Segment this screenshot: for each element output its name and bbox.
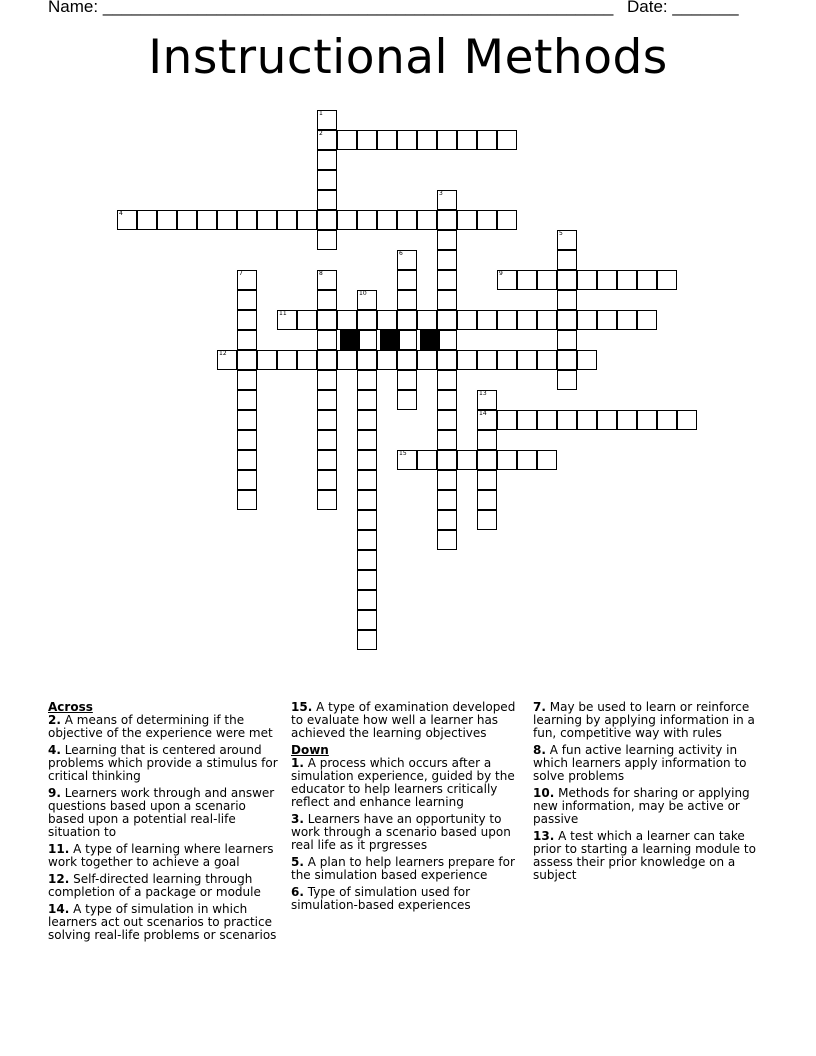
black-cell <box>420 330 440 350</box>
clue-number-14: 14 <box>479 410 487 417</box>
grid-cell[interactable] <box>477 490 497 510</box>
grid-cell[interactable] <box>237 270 257 290</box>
clue-number: 3. <box>291 812 304 826</box>
clue-number: 12. <box>48 872 70 886</box>
clue-text: Methods for sharing or applying new information, may be active or passive <box>533 786 750 826</box>
grid-cell[interactable] <box>317 370 337 390</box>
grid-cell[interactable] <box>557 330 577 350</box>
clue-text: A type of simulation in which learners act out scenarios to practice solving real-life problems or scenarios <box>48 902 277 942</box>
grid-cell[interactable] <box>417 350 437 370</box>
grid-cell[interactable] <box>437 210 457 230</box>
clue-number: 1. <box>291 756 304 770</box>
grid-cell[interactable] <box>397 290 417 310</box>
clue-number: 7. <box>533 700 546 714</box>
grid-cell[interactable] <box>237 450 257 470</box>
grid-cell[interactable] <box>437 330 457 350</box>
grid-cell[interactable] <box>377 350 397 370</box>
grid-cell[interactable] <box>357 330 377 350</box>
grid-cell[interactable] <box>557 410 577 430</box>
grid-cell[interactable] <box>637 310 657 330</box>
grid-cell[interactable] <box>377 210 397 230</box>
clue-item <box>48 787 282 839</box>
clue-number-10: 10 <box>359 290 367 297</box>
clue-item <box>291 813 525 852</box>
grid-cell[interactable] <box>317 430 337 450</box>
grid-cell[interactable] <box>477 470 497 490</box>
grid-cell[interactable] <box>497 310 517 330</box>
clue-number: 5. <box>291 855 304 869</box>
grid-cell[interactable] <box>237 210 257 230</box>
grid-cell[interactable] <box>357 570 377 590</box>
grid-cell[interactable] <box>317 350 337 370</box>
clue-item <box>533 701 767 740</box>
clue-number: 4. <box>48 743 61 757</box>
grid-cell[interactable] <box>297 310 317 330</box>
grid-cell[interactable] <box>437 470 457 490</box>
grid-cell[interactable] <box>317 330 337 350</box>
grid-cell[interactable] <box>437 450 457 470</box>
clue-text: A fun active learning activity in which learners apply information to solve problems <box>533 743 747 783</box>
grid-cell[interactable] <box>497 450 517 470</box>
grid-cell[interactable] <box>437 530 457 550</box>
clue-text: Learners work through and answer questions based upon a scenario based upon a potential real-life situation to <box>48 786 275 839</box>
grid-cell[interactable] <box>237 390 257 410</box>
clue-number-2: 2 <box>319 130 323 137</box>
grid-cell[interactable] <box>397 370 417 390</box>
clue-number-7: 7 <box>239 270 243 277</box>
clue-text: Type of simulation used for simulation-based experiences <box>291 885 471 912</box>
grid-cell[interactable] <box>277 310 297 330</box>
grid-cell[interactable] <box>437 490 457 510</box>
down-heading: Down <box>291 743 329 757</box>
grid-cell[interactable] <box>557 270 577 290</box>
grid-cell[interactable] <box>517 410 537 430</box>
clue-text: Self-directed learning through completion of a package or module <box>48 872 261 899</box>
clue-number-4: 4 <box>119 210 123 217</box>
grid-cell[interactable] <box>237 490 257 510</box>
grid-cell[interactable] <box>357 610 377 630</box>
grid-cell[interactable] <box>577 310 597 330</box>
grid-cell[interactable] <box>537 350 557 370</box>
grid-cell[interactable] <box>417 130 437 150</box>
black-cell <box>340 330 360 350</box>
clue-item <box>48 903 282 942</box>
clue-item <box>291 757 525 809</box>
grid-cell[interactable] <box>237 430 257 450</box>
grid-cell[interactable] <box>497 270 517 290</box>
grid-cell[interactable] <box>497 210 517 230</box>
grid-cell[interactable] <box>517 270 537 290</box>
grid-cell[interactable] <box>237 290 257 310</box>
grid-cell[interactable] <box>497 350 517 370</box>
grid-cell[interactable] <box>477 210 497 230</box>
clue-number-11: 11 <box>279 310 287 317</box>
across-heading: Across <box>48 700 93 714</box>
grid-cell[interactable] <box>337 130 357 150</box>
grid-cell[interactable] <box>317 310 337 330</box>
clue-text: A process which occurs after a simulation experience, guided by the educator to help learners critically reflect and enhance learning <box>291 756 515 809</box>
grid-cell[interactable] <box>437 230 457 250</box>
name-label: Name: <box>48 0 99 16</box>
grid-cell[interactable] <box>377 130 397 150</box>
grid-cell[interactable] <box>557 350 577 370</box>
grid-cell[interactable] <box>477 450 497 470</box>
clue-number: 6. <box>291 885 304 899</box>
clue-text: May be used to learn or reinforce learning by applying information in a fun, competitive way with rules <box>533 700 755 740</box>
clue-text: Learners have an opportunity to work through a scenario based upon real life as it prgresses <box>291 812 511 852</box>
grid-cell[interactable] <box>357 130 377 150</box>
grid-cell[interactable] <box>657 410 677 430</box>
clue-item <box>291 701 525 740</box>
grid-cell[interactable] <box>157 210 177 230</box>
grid-cell[interactable] <box>317 210 337 230</box>
clue-item <box>48 873 282 899</box>
grid-cell[interactable] <box>637 410 657 430</box>
grid-cell[interactable] <box>237 310 257 330</box>
clue-number: 8. <box>533 743 546 757</box>
grid-cell[interactable] <box>517 350 537 370</box>
grid-cell[interactable] <box>657 270 677 290</box>
grid-cell[interactable] <box>437 510 457 530</box>
grid-cell[interactable] <box>357 490 377 510</box>
grid-cell[interactable] <box>357 370 377 390</box>
clue-number: 2. <box>48 713 61 727</box>
grid-cell[interactable] <box>397 330 417 350</box>
grid-cell[interactable] <box>457 350 477 370</box>
grid-cell[interactable] <box>357 410 377 430</box>
grid-cell[interactable] <box>437 290 457 310</box>
date-label: Date: <box>627 0 668 16</box>
clue-number: 13. <box>533 829 555 843</box>
grid-cell[interactable] <box>417 210 437 230</box>
grid-cell[interactable] <box>457 450 477 470</box>
grid-cell[interactable] <box>437 370 457 390</box>
grid-cell[interactable] <box>237 370 257 390</box>
grid-cell[interactable] <box>517 450 537 470</box>
clue-number-5: 5 <box>559 230 563 237</box>
clue-number-1: 1 <box>319 110 323 117</box>
clue-number: 10. <box>533 786 555 800</box>
grid-cell[interactable] <box>217 210 237 230</box>
grid-cell[interactable] <box>437 190 457 210</box>
grid-cell[interactable] <box>557 230 577 250</box>
grid-cell[interactable] <box>417 450 437 470</box>
grid-cell[interactable] <box>317 390 337 410</box>
grid-cell[interactable] <box>197 210 217 230</box>
grid-cell[interactable] <box>557 290 577 310</box>
grid-cell[interactable] <box>557 370 577 390</box>
grid-cell[interactable] <box>357 590 377 610</box>
grid-cell[interactable] <box>437 270 457 290</box>
grid-cell[interactable] <box>437 250 457 270</box>
grid-cell[interactable] <box>437 390 457 410</box>
grid-cell[interactable] <box>397 350 417 370</box>
grid-cell[interactable] <box>477 130 497 150</box>
grid-cell[interactable] <box>577 350 597 370</box>
grid-cell[interactable] <box>397 390 417 410</box>
clue-number-12: 12 <box>219 350 227 357</box>
clue-number: 11. <box>48 842 70 856</box>
grid-cell[interactable] <box>237 350 257 370</box>
grid-cell[interactable] <box>437 130 457 150</box>
grid-cell[interactable] <box>317 470 337 490</box>
grid-cell[interactable] <box>317 130 337 150</box>
grid-cell[interactable] <box>497 410 517 430</box>
clue-item <box>291 886 525 912</box>
grid-cell[interactable] <box>357 450 377 470</box>
grid-cell[interactable] <box>617 410 637 430</box>
grid-cell[interactable] <box>237 410 257 430</box>
grid-cell[interactable] <box>357 630 377 650</box>
grid-cell[interactable] <box>597 310 617 330</box>
grid-cell[interactable] <box>577 270 597 290</box>
grid-cell[interactable] <box>497 130 517 150</box>
grid-cell[interactable] <box>257 350 277 370</box>
grid-cell[interactable] <box>477 390 497 410</box>
grid-cell[interactable] <box>357 350 377 370</box>
grid-cell[interactable] <box>397 210 417 230</box>
grid-cell[interactable] <box>317 230 337 250</box>
grid-cell[interactable] <box>317 110 337 130</box>
grid-cell[interactable] <box>617 310 637 330</box>
clues-column-1 <box>48 701 282 946</box>
grid-cell[interactable] <box>397 270 417 290</box>
grid-cell[interactable] <box>357 430 377 450</box>
grid-cell[interactable] <box>477 310 497 330</box>
grid-cell[interactable] <box>537 270 557 290</box>
grid-cell[interactable] <box>317 150 337 170</box>
clue-text: A type of examination developed to evaluate how well a learner has achieved the learning objectives <box>291 700 516 740</box>
grid-cell[interactable] <box>297 210 317 230</box>
grid-cell[interactable] <box>397 310 417 330</box>
grid-cell[interactable] <box>537 410 557 430</box>
grid-cell[interactable] <box>437 310 457 330</box>
clue-number-9: 9 <box>499 270 503 277</box>
grid-cell[interactable] <box>437 410 457 430</box>
grid-cell[interactable] <box>237 330 257 350</box>
grid-cell[interactable] <box>357 310 377 330</box>
grid-cell[interactable] <box>417 310 437 330</box>
clue-number: 15. <box>291 700 313 714</box>
grid-cell[interactable] <box>357 210 377 230</box>
clue-number-6: 6 <box>399 250 403 257</box>
grid-cell[interactable] <box>317 450 337 470</box>
grid-cell[interactable] <box>237 470 257 490</box>
grid-cell[interactable] <box>517 310 537 330</box>
grid-cell[interactable] <box>317 270 337 290</box>
grid-cell[interactable] <box>397 130 417 150</box>
clue-number-15: 15 <box>399 450 407 457</box>
grid-cell[interactable] <box>317 290 337 310</box>
grid-cell[interactable] <box>357 470 377 490</box>
grid-cell[interactable] <box>437 350 457 370</box>
clue-text: A means of determining if the objective of the experience were met <box>48 713 273 740</box>
grid-cell[interactable] <box>317 490 337 510</box>
grid-cell[interactable] <box>457 130 477 150</box>
name-blank[interactable]: ______________________________________________________ <box>102 0 614 16</box>
clue-item <box>533 830 767 882</box>
grid-cell[interactable] <box>357 390 377 410</box>
clues-column-2 <box>291 701 525 916</box>
clue-text: Learning that is centered around problems which provide a stimulus for critical thinking <box>48 743 278 783</box>
grid-cell[interactable] <box>477 510 497 530</box>
clue-number: 9. <box>48 786 61 800</box>
grid-cell[interactable] <box>317 410 337 430</box>
grid-cell[interactable] <box>357 550 377 570</box>
grid-cell[interactable] <box>337 210 357 230</box>
clue-text: A type of learning where learners work together to achieve a goal <box>48 842 274 869</box>
grid-cell[interactable] <box>277 350 297 370</box>
grid-cell[interactable] <box>117 210 137 230</box>
grid-cell[interactable] <box>137 210 157 230</box>
grid-cell[interactable] <box>537 450 557 470</box>
grid-cell[interactable] <box>597 410 617 430</box>
grid-cell[interactable] <box>457 310 477 330</box>
grid-cell[interactable] <box>537 310 557 330</box>
grid-cell[interactable] <box>397 450 417 470</box>
clue-item <box>48 714 282 740</box>
grid-cell[interactable] <box>557 250 577 270</box>
clue-number-13: 13 <box>479 390 487 397</box>
grid-cell[interactable] <box>317 170 337 190</box>
grid-cell[interactable] <box>477 350 497 370</box>
grid-cell[interactable] <box>617 270 637 290</box>
grid-cell[interactable] <box>357 530 377 550</box>
clue-text: A test which a learner can take prior to starting a learning module to assess their prior knowledge on a subject <box>533 829 756 882</box>
grid-cell[interactable] <box>257 210 277 230</box>
clues-column-3 <box>533 701 767 886</box>
clue-item <box>533 744 767 783</box>
grid-cell[interactable] <box>577 410 597 430</box>
clue-text: A plan to help learners prepare for the simulation based experience <box>291 855 515 882</box>
grid-cell[interactable] <box>637 270 657 290</box>
black-cell <box>380 330 400 350</box>
grid-cell[interactable] <box>677 410 697 430</box>
clue-item <box>48 843 282 869</box>
grid-cell[interactable] <box>437 430 457 450</box>
grid-cell[interactable] <box>217 350 237 370</box>
grid-cell[interactable] <box>557 310 577 330</box>
date-blank[interactable]: _______ <box>672 0 739 16</box>
clue-item <box>48 744 282 783</box>
grid-cell[interactable] <box>357 290 377 310</box>
grid-cell[interactable] <box>297 350 317 370</box>
grid-cell[interactable] <box>357 510 377 530</box>
grid-cell[interactable] <box>457 210 477 230</box>
grid-cell[interactable] <box>177 210 197 230</box>
clue-number-3: 3 <box>439 190 443 197</box>
grid-cell[interactable] <box>477 430 497 450</box>
grid-cell[interactable] <box>317 190 337 210</box>
clue-item <box>533 787 767 826</box>
grid-cell[interactable] <box>277 210 297 230</box>
grid-cell[interactable] <box>397 250 417 270</box>
grid-cell[interactable] <box>477 410 497 430</box>
clue-item <box>291 856 525 882</box>
grid-cell[interactable] <box>337 350 357 370</box>
grid-cell[interactable] <box>377 310 397 330</box>
page-title: Instructional Methods <box>148 30 668 85</box>
clue-number: 14. <box>48 902 70 916</box>
grid-cell[interactable] <box>337 310 357 330</box>
grid-cell[interactable] <box>597 270 617 290</box>
clue-number-8: 8 <box>319 270 323 277</box>
